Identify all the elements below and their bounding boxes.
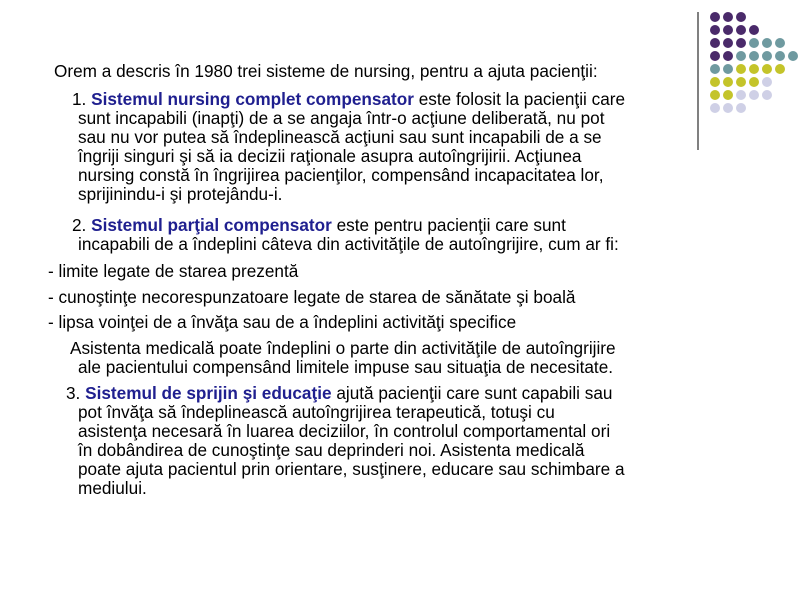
decorative-dot [736,90,746,100]
section2-note-line-1: ale pacientului compensând limitele impuse sau situaţia de necesitate. [78,357,614,377]
section2-line-0: este pentru pacienţii care sunt [331,215,566,235]
decorative-dot [710,51,720,61]
decorative-dot [710,12,720,22]
decorative-dot [723,12,733,22]
section2-number: 2. [72,215,92,235]
decorative-dot [736,103,746,113]
decorative-dot [775,64,785,74]
section2-title: Sistemul parţial compensator [91,215,332,235]
intro-line: Orem a descris în 1980 trei sisteme de nursing, pentru a ajuta pacienţii: [54,61,598,81]
section3-number: 3. [66,383,86,403]
section1-line-3: îngriji singuri şi să ia decizii raţionale asupra autoîngrijirii. Acţiunea [78,146,582,166]
decorative-dot [749,64,759,74]
decorative-dot [749,51,759,61]
decorative-dot [736,51,746,61]
decorative-dot [710,38,720,48]
decorative-dot-grid [710,12,800,132]
decorative-dot [723,64,733,74]
decorative-dot [762,38,772,48]
bullet-item: - limite legate de starea prezentă [48,261,299,281]
decorative-dot [723,25,733,35]
decorative-dot [762,64,772,74]
section3-first-line [66,384,612,403]
decorative-dot [775,38,785,48]
decorative-dot [723,90,733,100]
section3-title: Sistemul de sprijin şi educaţie [85,383,332,403]
decorative-dot [710,77,720,87]
section3-line-0: ajută pacienţii care sunt capabili sau [331,383,613,403]
decorative-dot [710,25,720,35]
section2-first-line [72,216,566,235]
section1-number: 1. [72,89,92,109]
decorative-dot [723,77,733,87]
decorative-dot [749,38,759,48]
section1-line-4: nursing constă în îngrijirea pacienţilor, compensând incapacitatea lor, [78,165,604,185]
decorative-dot [710,90,720,100]
section2-note-line-0: Asistenta medicală poate îndeplini o parte din activităţile de autoîngrijire [70,338,616,358]
section3-line-5: mediului. [78,478,147,498]
decorative-dot [736,25,746,35]
section1-line-5: sprijinindu-i şi protejându-i. [78,184,283,204]
section1-line-1: sunt incapabili (inapţi) de a se angaja într-o acţiune deliberată, nu pot [78,108,605,128]
bullet-item: - cunoştinţe necorespunzatoare legate de starea de sănătate şi boală [48,287,576,307]
decorative-dot [736,38,746,48]
decorative-dot [749,90,759,100]
section3-line-2: asistenţa necesară în luarea deciziilor, în controlul comportamental ori [78,421,611,441]
decorative-dot [749,25,759,35]
decorative-dot [762,90,772,100]
decorative-dot [736,77,746,87]
decorative-dot [762,77,772,87]
decorative-dot [723,51,733,61]
decorative-dot [749,77,759,87]
section3-line-1: pot învăţa să îndeplinească autoîngrijirea terapeutică, totuşi cu [78,402,555,422]
section1-line-2: sau nu vor putea să îndeplinească acţiuni sau sunt incapabili de a se [78,127,602,147]
decorative-dot [788,51,798,61]
decorative-dot [762,51,772,61]
decorative-dot [723,103,733,113]
section1-title: Sistemul nursing complet compensator [91,89,414,109]
section2-line-1: incapabili de a îndeplini câteva din activităţile de autoîngrijire, cum ar fi: [78,234,619,254]
decorative-dot [775,51,785,61]
section1-line-0: este folosit la pacienţii care [413,89,626,109]
decorative-dot [710,103,720,113]
decorative-dot [723,38,733,48]
bullet-item: - lipsa voinţei de a învăţa sau de a îndeplini activităţi specifice [48,312,517,332]
section3-line-3: în dobândirea de cunoştinţe sau deprinderi noi. Asistenta medicală [78,440,585,460]
decorative-vertical-rule [697,12,699,150]
decorative-dot [736,12,746,22]
decorative-dot [736,64,746,74]
section3-line-4: poate ajuta pacientul prin orientare, susţinere, educare sau schimbare a [78,459,625,479]
decorative-dot [710,64,720,74]
section1-first-line [72,90,625,109]
